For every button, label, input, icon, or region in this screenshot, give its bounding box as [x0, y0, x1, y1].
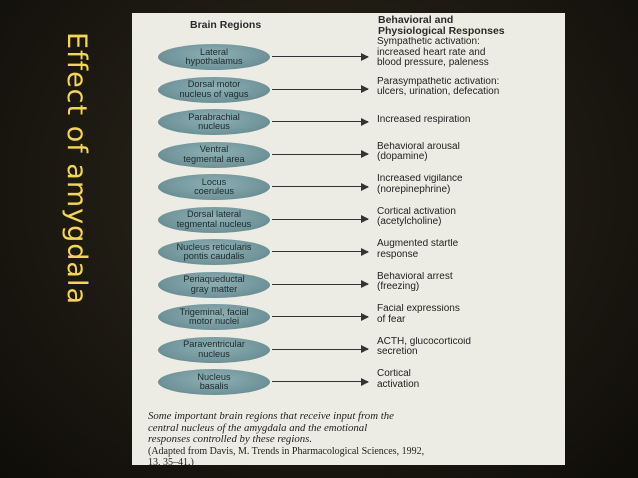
- response-line: Facial expressions: [377, 304, 460, 314]
- region-row: [132, 37, 565, 72]
- brain-region-label: Nucleus reticularis: [176, 241, 252, 252]
- arrow-icon: [272, 89, 368, 90]
- response-text: [377, 304, 565, 325]
- response-text: [377, 239, 565, 260]
- response-text: [377, 337, 565, 358]
- region-row: [132, 207, 565, 235]
- brain-region-oval: [158, 239, 270, 265]
- response-line: (acetylcholine): [377, 216, 442, 227]
- arrow-icon: [272, 219, 368, 220]
- response-line: Augmented startle: [377, 239, 459, 249]
- brain-region-label: Dorsal lateral: [186, 209, 242, 219]
- brain-region-label: Nucleus: [197, 371, 231, 382]
- response-line: activation: [377, 378, 420, 390]
- region-row: [132, 239, 565, 267]
- brain-region-oval: [158, 272, 270, 298]
- arrow-icon: [272, 186, 368, 187]
- brain-region-oval: [158, 304, 270, 330]
- brain-region-label: tegmental nucleus: [176, 218, 252, 229]
- region-row: [132, 77, 565, 105]
- region-row: [132, 369, 565, 397]
- brain-region-label: Parabrachial: [188, 111, 240, 122]
- brain-region-label: Ventral: [199, 144, 229, 154]
- region-row: [132, 304, 565, 332]
- response-text: [377, 272, 565, 293]
- brain-region-oval: [158, 369, 270, 395]
- brain-region-label: Trigeminal, facial: [179, 306, 249, 317]
- arrow-icon: [272, 251, 368, 252]
- response-text: [377, 142, 565, 163]
- response-text: [377, 207, 565, 228]
- response-line: ulcers, urination, defecation: [377, 86, 500, 97]
- brain-region-label: nucleus: [198, 348, 230, 359]
- brain-region-label: Lateral: [199, 46, 229, 57]
- brain-region-label: motor nuclei: [188, 316, 240, 326]
- brain-region-oval: [158, 44, 270, 70]
- region-row: [132, 142, 565, 170]
- slide-title: Effect of amygdala: [61, 32, 92, 305]
- response-text: [377, 77, 565, 98]
- arrow-icon: [272, 154, 368, 155]
- response-line: Increased respiration: [377, 115, 471, 125]
- response-text: [377, 115, 565, 126]
- response-text: [377, 174, 565, 195]
- arrow-icon: [272, 56, 368, 57]
- brain-region-label: pontis caudalis: [183, 251, 245, 261]
- response-text: [377, 37, 565, 69]
- response-line: Parasympathetic activation:: [377, 76, 500, 87]
- response-text: [377, 369, 565, 390]
- response-line: Increased vigilance: [377, 174, 463, 184]
- region-row: [132, 337, 565, 365]
- region-row: [132, 272, 565, 300]
- response-line: blood pressure, paleness: [377, 57, 489, 68]
- arrow-icon: [272, 381, 368, 382]
- response-line: of fear: [377, 313, 406, 325]
- brain-region-label: basalis: [199, 381, 229, 391]
- figure-caption: Some important brain regions that receive input from the central nucleus of the amygdala and the emotional responses controlled by these regions. (Adapted from Davis, M. Trends in Pharmacological Sciences, 1992, 13, 35–41.): [148, 411, 558, 469]
- brain-region-label: nucleus of vagus: [179, 88, 249, 99]
- arrow-icon: [272, 349, 368, 350]
- header-responses: Behavioral and Physiological Responses: [378, 14, 505, 37]
- brain-region-oval: [158, 142, 270, 168]
- region-row: [132, 174, 565, 202]
- region-row: [132, 109, 565, 137]
- arrow-icon: [272, 121, 368, 122]
- brain-region-oval: [158, 77, 270, 103]
- arrow-icon: [272, 316, 368, 317]
- response-line: (dopamine): [377, 151, 428, 162]
- brain-region-label: Dorsal motor: [187, 79, 241, 89]
- brain-region-label: nucleus: [198, 121, 230, 131]
- response-line: Sympathetic activation:: [377, 37, 480, 47]
- brain-region-oval: [158, 337, 270, 363]
- brain-region-label: hypothalamus: [185, 56, 243, 66]
- response-line: response: [377, 248, 419, 260]
- brain-region-oval: [158, 109, 270, 135]
- brain-region-oval: [158, 174, 270, 200]
- brain-region-label: tegmental area: [183, 153, 245, 164]
- brain-region-label: coeruleus: [194, 186, 234, 196]
- response-line: increased heart rate and: [377, 46, 486, 58]
- amygdala-figure: [132, 13, 565, 468]
- response-line: (norepinephrine): [377, 183, 451, 195]
- response-line: (freezing): [377, 281, 420, 292]
- response-line: Behavioral arrest: [377, 271, 453, 282]
- figure-source: (Adapted from Davis, M. Trends in Pharmacological Sciences, 1992, 13, 35–41.): [148, 445, 425, 468]
- brain-region-label: Locus: [201, 176, 227, 187]
- brain-region-oval: [158, 207, 270, 233]
- brain-region-label: gray matter: [190, 283, 238, 294]
- arrow-icon: [272, 284, 368, 285]
- header-brain-regions: Brain Regions: [190, 19, 262, 31]
- response-line: ACTH, glucocorticoid: [377, 336, 471, 347]
- brain-region-label: Paraventricular: [183, 339, 245, 349]
- response-line: Cortical activation: [377, 206, 456, 217]
- response-line: Cortical: [377, 369, 411, 379]
- brain-region-label: Periaqueductal: [183, 274, 245, 284]
- response-line: Behavioral arousal: [377, 141, 460, 152]
- response-line: secretion: [377, 346, 418, 357]
